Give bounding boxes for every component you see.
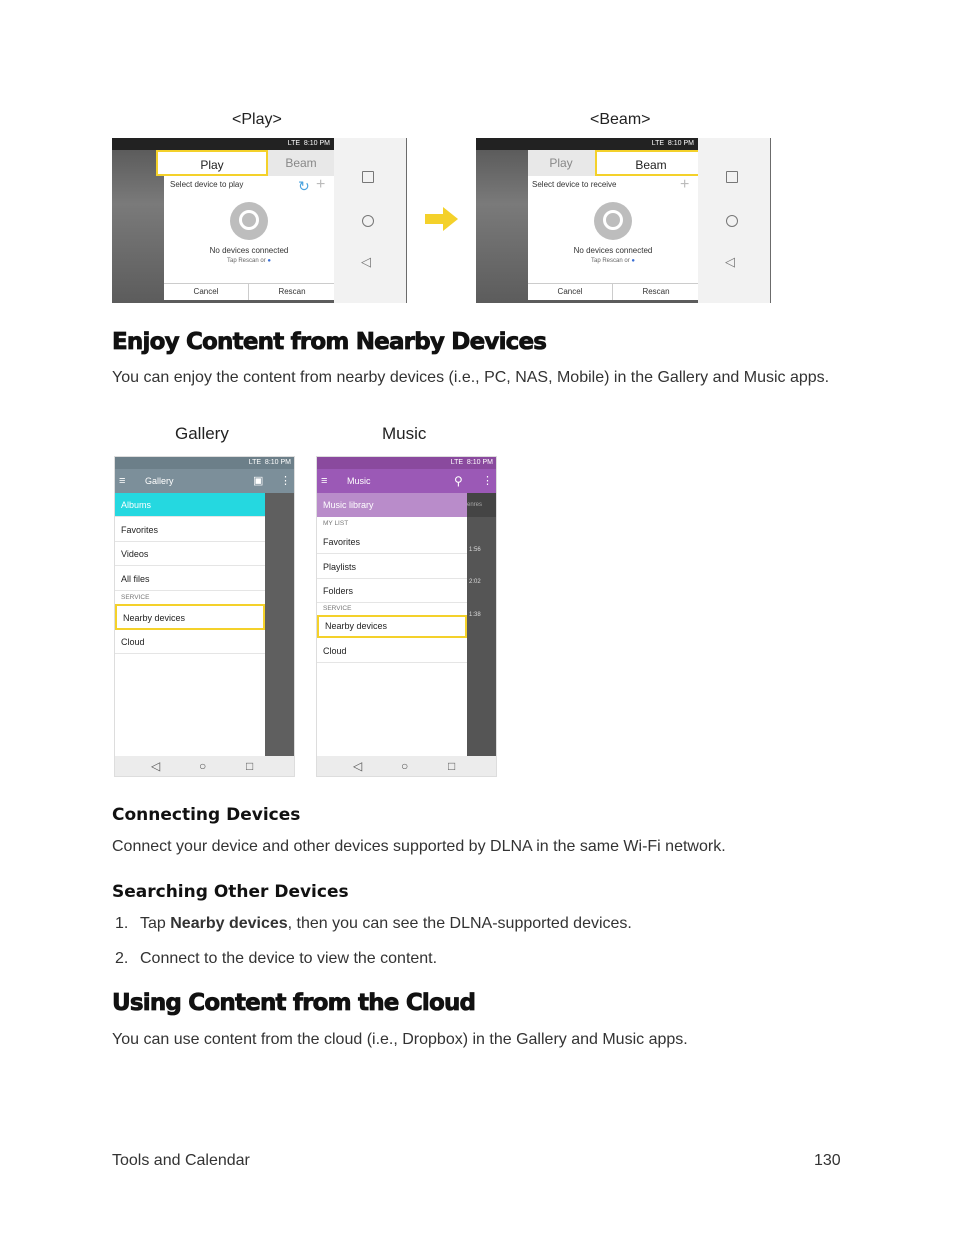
back-icon[interactable]: ◁ xyxy=(361,254,371,269)
tab-beam[interactable]: Beam xyxy=(595,150,707,176)
drawer-section-service: SERVICE xyxy=(121,594,150,601)
step-1-bold: Nearby devices xyxy=(170,915,288,932)
home-icon[interactable] xyxy=(726,215,738,227)
search-icon xyxy=(230,202,268,240)
loading-spinner-icon: ↻ xyxy=(298,178,310,194)
caption-gallery: Gallery xyxy=(175,424,229,443)
music-drawer xyxy=(317,493,467,756)
section-text-cloud: You can use content from the cloud (i.e., Dropbox) in the Gallery and Music apps. xyxy=(112,1031,688,1048)
caption-beam: <Beam> xyxy=(590,111,651,128)
status-bar: LTE 8:10 PM xyxy=(112,138,334,150)
step-2-number: 2. xyxy=(115,950,129,967)
duration-2: 2:02 xyxy=(469,579,481,585)
recent-apps-icon[interactable]: □ xyxy=(448,759,456,773)
app-title: Gallery xyxy=(145,476,174,486)
nav-bar xyxy=(317,756,496,776)
drawer-item-favorites[interactable]: Favorites xyxy=(115,518,265,542)
recent-apps-icon[interactable] xyxy=(726,171,738,183)
nav-column xyxy=(334,138,406,303)
add-icon[interactable]: + xyxy=(316,176,326,193)
drawer-item-favorites[interactable]: Favorites xyxy=(317,530,467,554)
status-bar: LTE 8:10 PM xyxy=(317,457,496,469)
genres-tab[interactable]: enres xyxy=(467,493,497,517)
rescan-hint: Tap Rescan or ● xyxy=(227,258,271,264)
nav-bar xyxy=(115,756,294,776)
empty-message: No devices connected xyxy=(573,246,653,255)
caption-play: <Play> xyxy=(232,111,282,128)
drawer-item-all-files[interactable]: All files xyxy=(115,567,265,591)
back-icon[interactable]: ◁ xyxy=(151,759,161,773)
connecting-text: Connect your device and other devices supported by DLNA in the same Wi-Fi network. xyxy=(112,838,726,855)
menu-icon[interactable]: ≡ xyxy=(119,475,126,487)
music-screenshot xyxy=(316,456,497,777)
back-icon[interactable]: ◁ xyxy=(353,759,363,773)
beam-screenshot xyxy=(476,138,771,303)
footer-chapter: Tools and Calendar xyxy=(112,1152,250,1169)
app-title: Music xyxy=(347,476,371,486)
drawer-item-nearby-devices[interactable]: Nearby devices xyxy=(317,615,467,638)
section-heading-cloud: Using Content from the Cloud xyxy=(112,990,476,1016)
status-bar: LTE 8:10 PM xyxy=(476,138,698,150)
add-icon[interactable]: + xyxy=(680,176,690,193)
drawer-item-cloud[interactable]: Cloud xyxy=(317,639,467,663)
back-icon[interactable]: ◁ xyxy=(725,254,735,269)
duration-1: 1:56 xyxy=(469,547,481,553)
tab-play[interactable]: Play xyxy=(156,150,268,176)
home-icon[interactable] xyxy=(362,215,374,227)
section-intro-nearby: You can enjoy the content from nearby devices (i.e., PC, NAS, Mobile) in the Gallery and Music apps. xyxy=(112,369,830,386)
dialog-subtitle: Select device to play xyxy=(170,180,244,189)
drawer-item-videos[interactable]: Videos xyxy=(115,542,265,566)
subheading-searching: Searching Other Devices xyxy=(112,882,349,902)
gallery-screenshot xyxy=(114,456,295,777)
tab-beam[interactable]: Beam xyxy=(285,156,317,170)
step-1-text: Tap Nearby devices, then you can see the DLNA-supported devices. xyxy=(140,915,632,932)
nav-column xyxy=(698,138,770,303)
cancel-button[interactable]: Cancel xyxy=(164,284,249,300)
overflow-menu-icon[interactable]: ⋮ xyxy=(280,475,291,487)
dialog-subtitle: Select device to receive xyxy=(532,180,617,189)
drawer-item-albums[interactable]: Albums xyxy=(115,493,265,517)
empty-message: No devices connected xyxy=(209,246,289,255)
drawer-section-my-list: MY LIST xyxy=(323,520,349,527)
cancel-button[interactable]: Cancel xyxy=(528,284,613,300)
gallery-app-bar xyxy=(115,469,294,493)
drawer-item-nearby-devices[interactable]: Nearby devices xyxy=(115,604,265,630)
recent-apps-icon[interactable] xyxy=(362,171,374,183)
rescan-hint: Tap Rescan or ● xyxy=(591,258,635,264)
step-1-number: 1. xyxy=(115,915,129,932)
rescan-button[interactable]: Rescan xyxy=(278,287,306,296)
tab-play[interactable]: Play xyxy=(549,156,573,170)
drawer-section-service: SERVICE xyxy=(323,605,352,612)
step-2-text: Connect to the device to view the content. xyxy=(140,950,438,967)
camera-icon[interactable]: ▣ xyxy=(253,475,264,487)
home-icon[interactable]: ○ xyxy=(401,759,409,773)
search-icon xyxy=(594,202,632,240)
drawer-item-folders[interactable]: Folders xyxy=(317,579,467,603)
home-icon[interactable]: ○ xyxy=(199,759,207,773)
music-app-bar xyxy=(317,469,496,493)
play-screenshot xyxy=(112,138,407,303)
play-dialog xyxy=(164,150,334,300)
subheading-connecting: Connecting Devices xyxy=(112,805,301,825)
menu-icon[interactable]: ≡ xyxy=(321,475,328,487)
arrow-right-icon xyxy=(425,205,459,233)
footer-page-number: 130 xyxy=(814,1152,841,1169)
section-heading-nearby: Enjoy Content from Nearby Devices xyxy=(112,329,547,355)
drawer-item-cloud[interactable]: Cloud xyxy=(115,630,265,654)
drawer-item-playlists[interactable]: Playlists xyxy=(317,555,467,579)
drawer-item-music-library[interactable]: Music library xyxy=(317,493,467,517)
overflow-menu-icon[interactable]: ⋮ xyxy=(482,475,493,487)
rescan-button[interactable]: Rescan xyxy=(642,287,670,296)
beam-dialog xyxy=(528,150,698,300)
caption-music: Music xyxy=(382,424,427,443)
duration-3: 1:38 xyxy=(469,612,481,618)
search-icon[interactable]: ⚲ xyxy=(454,474,463,488)
recent-apps-icon[interactable]: □ xyxy=(246,759,254,773)
status-bar: LTE 8:10 PM xyxy=(115,457,294,469)
gallery-drawer xyxy=(115,493,265,756)
